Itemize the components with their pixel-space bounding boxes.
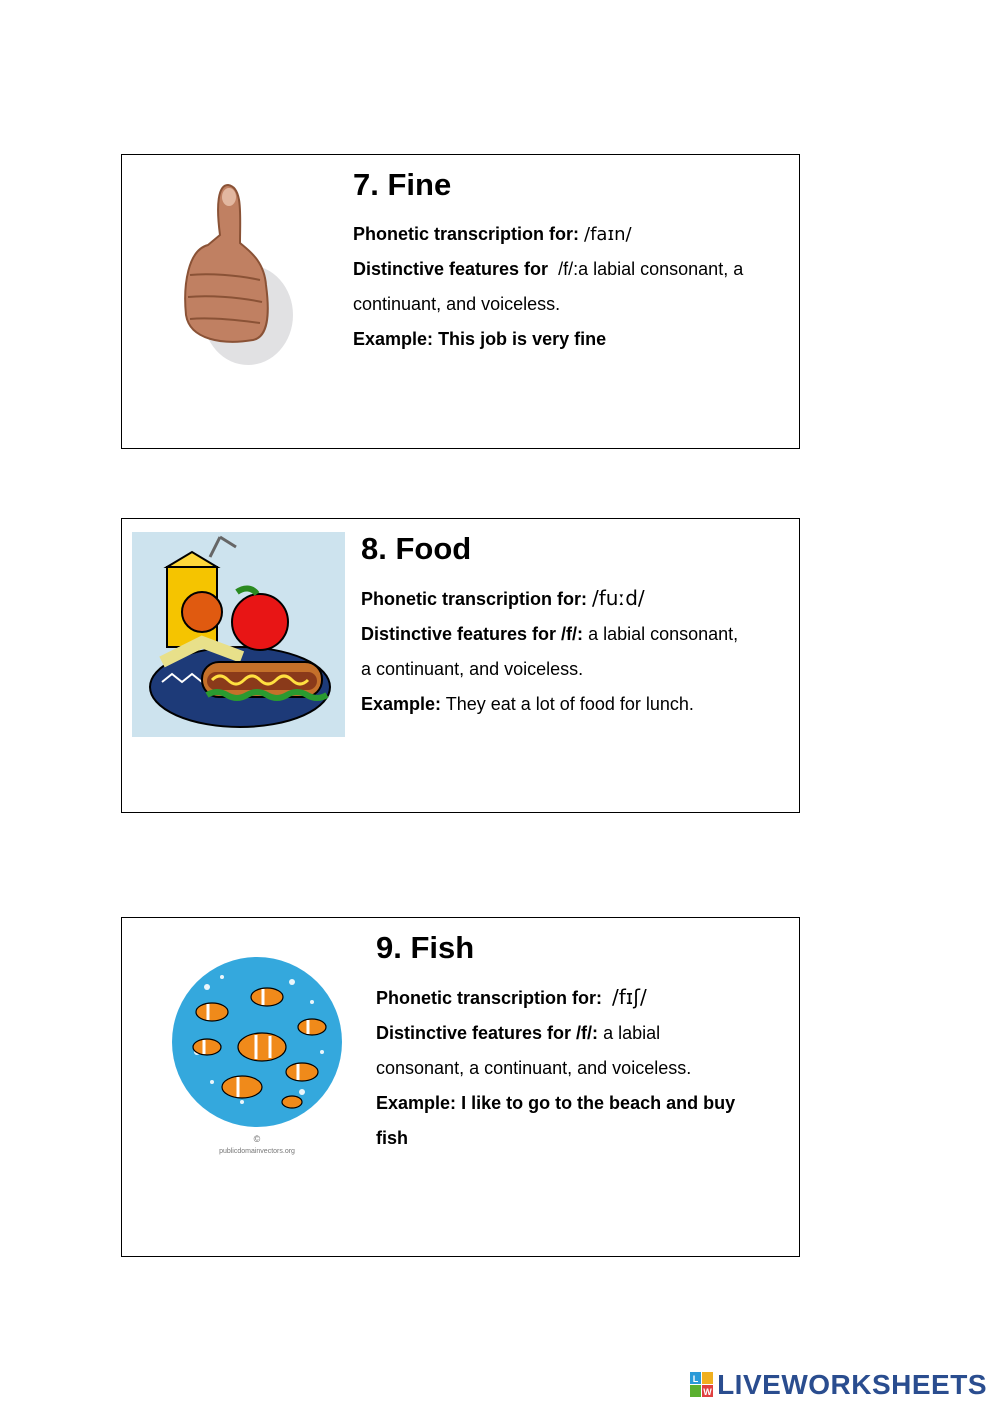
example-line [353, 322, 791, 357]
example-value: They eat a lot of food for lunch. [445, 694, 694, 714]
fish-circle-image [152, 942, 362, 1162]
card-text [376, 930, 791, 1156]
example-line [376, 1086, 791, 1121]
image-caption: publicdomainvectors.org [219, 1148, 295, 1155]
features-label: Distinctive features for /f/: [361, 624, 584, 644]
phonetic-value: /fuːd/ [592, 586, 645, 610]
word-title: 8. Food [361, 531, 472, 566]
phonetic-label: Phonetic transcription for: [361, 589, 588, 609]
example-value: I like to go to the beach and buy [461, 1093, 736, 1113]
example-value: This job is very fine [438, 329, 607, 349]
features-line [376, 1016, 791, 1051]
example-label: Example: [353, 329, 434, 349]
image-copyright: © [253, 1134, 261, 1144]
example-label: Example: [361, 694, 442, 714]
phonetic-value: /faɪn/ [584, 224, 632, 245]
example-label: Example: [376, 1093, 457, 1113]
features-label: Distinctive features for /f/: [376, 1023, 599, 1043]
features-line-continued: a continuant, and voiceless. [361, 659, 584, 679]
logo-badge-letter-w: W [703, 1387, 712, 1397]
word-card-food [121, 518, 800, 813]
features-label: Distinctive features for [353, 259, 549, 279]
features-line-continued: consonant, a continuant, and voiceless. [376, 1058, 692, 1078]
logo-text: LIVEWORKSHEETS [717, 1369, 987, 1400]
phonetic-label: Phonetic transcription for: [376, 988, 603, 1008]
features-line-continued: continuant, and voiceless. [353, 294, 561, 314]
phonetic-line [376, 980, 791, 1016]
features-line [353, 252, 791, 287]
features-value: /f/:a labial consonant, a [558, 259, 744, 279]
card-text [361, 531, 791, 722]
features-line [361, 617, 791, 652]
word-card-fine [121, 154, 800, 449]
example-line-continued: fish [376, 1128, 409, 1148]
phonetic-line [361, 581, 791, 617]
word-card-fish [121, 917, 800, 1257]
logo-badge-letter-l: L [692, 1374, 699, 1384]
features-value: a labial [603, 1023, 661, 1043]
phonetic-value: /fɪʃ/ [612, 985, 647, 1009]
logo-badge-icon [690, 1372, 714, 1398]
word-title: 9. Fish [376, 930, 475, 965]
word-title: 7. Fine [353, 167, 452, 202]
thumbs-up-image [128, 165, 338, 370]
features-value: a labial consonant, [588, 624, 739, 644]
food-plate-image [132, 532, 345, 737]
example-line [361, 687, 791, 722]
phonetic-label: Phonetic transcription for: [353, 224, 580, 244]
phonetic-line [353, 217, 791, 252]
card-text [353, 167, 791, 357]
liveworksheets-logo[interactable] [690, 1370, 987, 1400]
